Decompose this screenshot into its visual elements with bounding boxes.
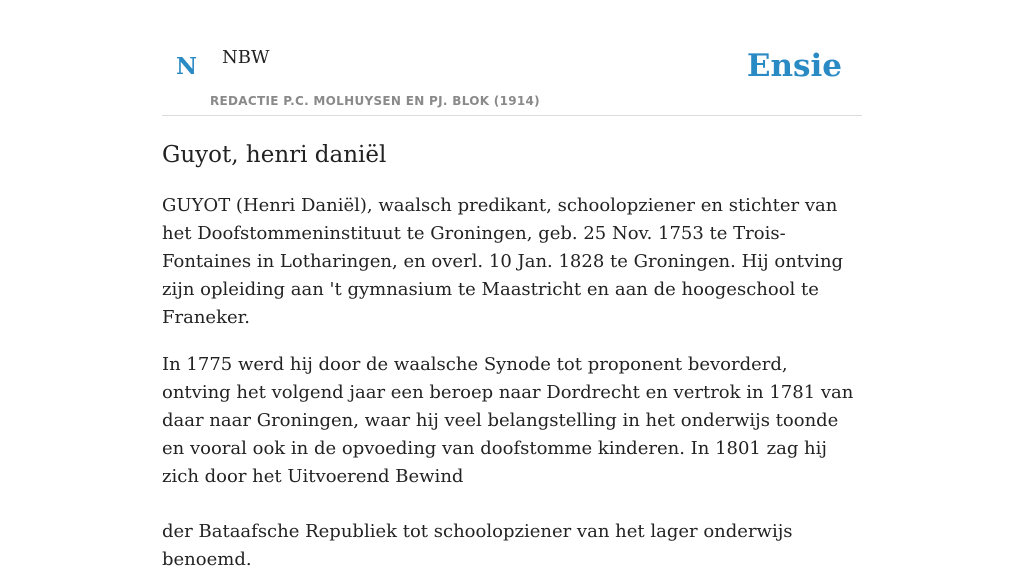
source-logo[interactable]: N xyxy=(176,53,198,80)
article-paragraph: GUYOT (Henri Daniël), waalsch predikant, schoolopziener en stichter van het Doofstommeninstituut te Groningen, geb. 25 Nov. 1753 te Trois-Fontaines in Lotharingen, en overl. 10 Jan. 1828 te Groningen. Hij ontving zijn opleiding aan 't gymnasium te Maastricht en aan de hoogeschool te Franeker. xyxy=(162,195,844,328)
brand-logo[interactable]: Ensie xyxy=(746,48,842,84)
header xyxy=(162,0,862,116)
article-paragraph: der Bataafsche Republiek tot schoolopziener van het lager onderwijs benoemd. xyxy=(162,521,793,570)
source-subtitle: REDACTIE P.C. MOLHUYSEN EN PJ. BLOK (1914) xyxy=(210,94,540,108)
article-title: Guyot, henri daniël xyxy=(162,142,387,168)
article-paragraph: In 1775 werd hij door de waalsche Synode tot proponent bevorderd, ontving het volgend jaar een beroep naar Dordrecht en vertrok in 1781 van daar naar Groningen, waar hij veel belangstelling in het onderwijs toonde en vooral ook in de opvoeding van doofstomme kinderen. In 1801 zag hij zich door het Uitvoerend Bewind xyxy=(162,354,854,487)
article xyxy=(162,140,862,574)
source-name[interactable]: NBW xyxy=(222,47,270,68)
